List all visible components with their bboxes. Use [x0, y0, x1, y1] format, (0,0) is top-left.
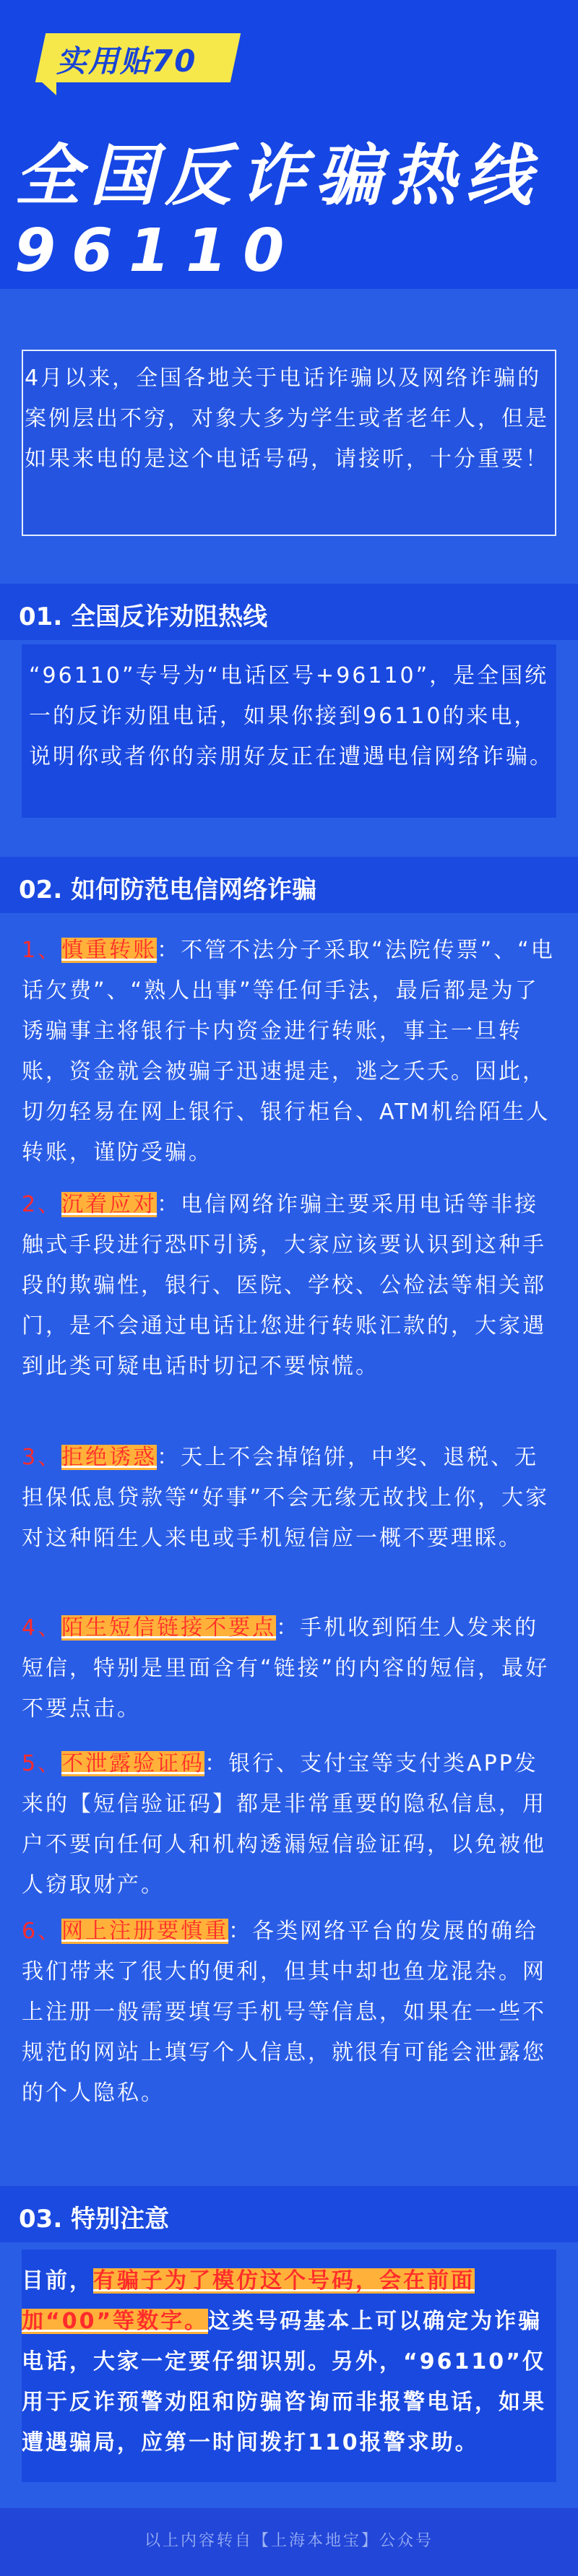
section3-title: 03. 特别注意: [19, 2205, 170, 2234]
section3-body: 目前，有骗子为了模仿这个号码，会在前面加“00”等数字。这类号码基本上可以确定为诈骗电话，大家一定要仔细识别。另外，“96110”仅用于反诈预警劝阻和防骗咨询而非报警电话，如果遭遇骗局，应第一时间拨打110报警求助。: [22, 2268, 546, 2455]
section1-title: 01. 全国反诈劝阻热线: [19, 602, 268, 631]
tip-item-4: 4、陌生短信链接不要点：手机收到陌生人发来的短信，特别是里面含有“链接”的内容的短信，最好不要点击。: [22, 1615, 550, 1721]
tag-label: 实用贴70: [56, 43, 197, 79]
tip-heading: 拒绝诱惑: [61, 1445, 158, 1470]
footer-source: 以上内容转自【上海本地宝】公众号: [144, 2532, 434, 2550]
tip-heading: 网上注册要慎重: [61, 1919, 229, 1944]
tip-item-6: 6、网上注册要慎重：各类网络平台的发展的确给我们带来了很大的便利，但其中却也鱼龙混杂。网上注册一般需要填写手机号等信息，如果在一些不规范的网站上填写个人信息，就很有可能会泄露您的个人隐私。: [22, 1919, 546, 2106]
page-title: 全国反诈骗热线: [14, 137, 541, 215]
section2-title: 02. 如何防范电信网络诈骗: [19, 876, 317, 904]
tip-heading: 不泄露验证码: [61, 1751, 205, 1776]
intro-text: 4月以来，全国各地关于电话诈骗以及网络诈骗的案例层出不穷，对象大多为学生或者老年人，但是如果来电的是这个电话号码，请接听，十分重要！: [25, 366, 549, 472]
tip-item-1: 1、慎重转账：不管不法分子采取“法院传票”、“电话欠费”、“熟人出事”等任何手法，最后都是为了诱骗事主将银行卡内资金进行转账，事主一旦转账，资金就会被骗子迅速提走，逃之夭夭。因此，切勿轻易在网上银行、银行柜台、ATM机给陌生人转账，谨防受骗。: [22, 938, 555, 1165]
tip-item-3: 3、拒绝诱惑：天上不会掉馅饼，中奖、退税、无担保低息贷款等“好事”不会无缘无故找上你，大家对这种陌生人来电或手机短信应一概不要理睬。: [22, 1445, 550, 1551]
hotline-number: 96110: [14, 217, 301, 285]
tag-badge-tail: [40, 81, 56, 95]
tip-item-2: 2、沉着应对：电信网络诈骗主要采用电话等非接触式手段进行恐吓引诱，大家应该要认识到这种手段的欺骗性，银行、医院、学校、公检法等相关部门，是不会通过电话让您进行转账汇款的，大家遇到此类可疑电话时切记不要惊慌。: [22, 1192, 546, 1379]
tip-heading: 慎重转账: [61, 938, 158, 963]
tip-heading: 陌生短信链接不要点: [61, 1615, 277, 1641]
tip-heading: 沉着应对: [61, 1192, 158, 1217]
tip-item-5: 5、不泄露验证码：银行、支付宝等支付类APP发来的【短信验证码】都是非常重要的隐私信息，用户不要向任何人和机构透漏短信验证码，以免被他人窃取财产。: [22, 1751, 546, 1898]
warning-highlight: 有骗子为了模仿这个号码，会在前面加“00”等数字。: [22, 2268, 475, 2334]
section1-body: “96110”专号为“电话区号+96110”，是全国统一的反诈劝阻电话，如果你接到96110的来电，说明你或者你的亲朋好友正在遭遇电信网络诈骗。: [29, 663, 553, 769]
